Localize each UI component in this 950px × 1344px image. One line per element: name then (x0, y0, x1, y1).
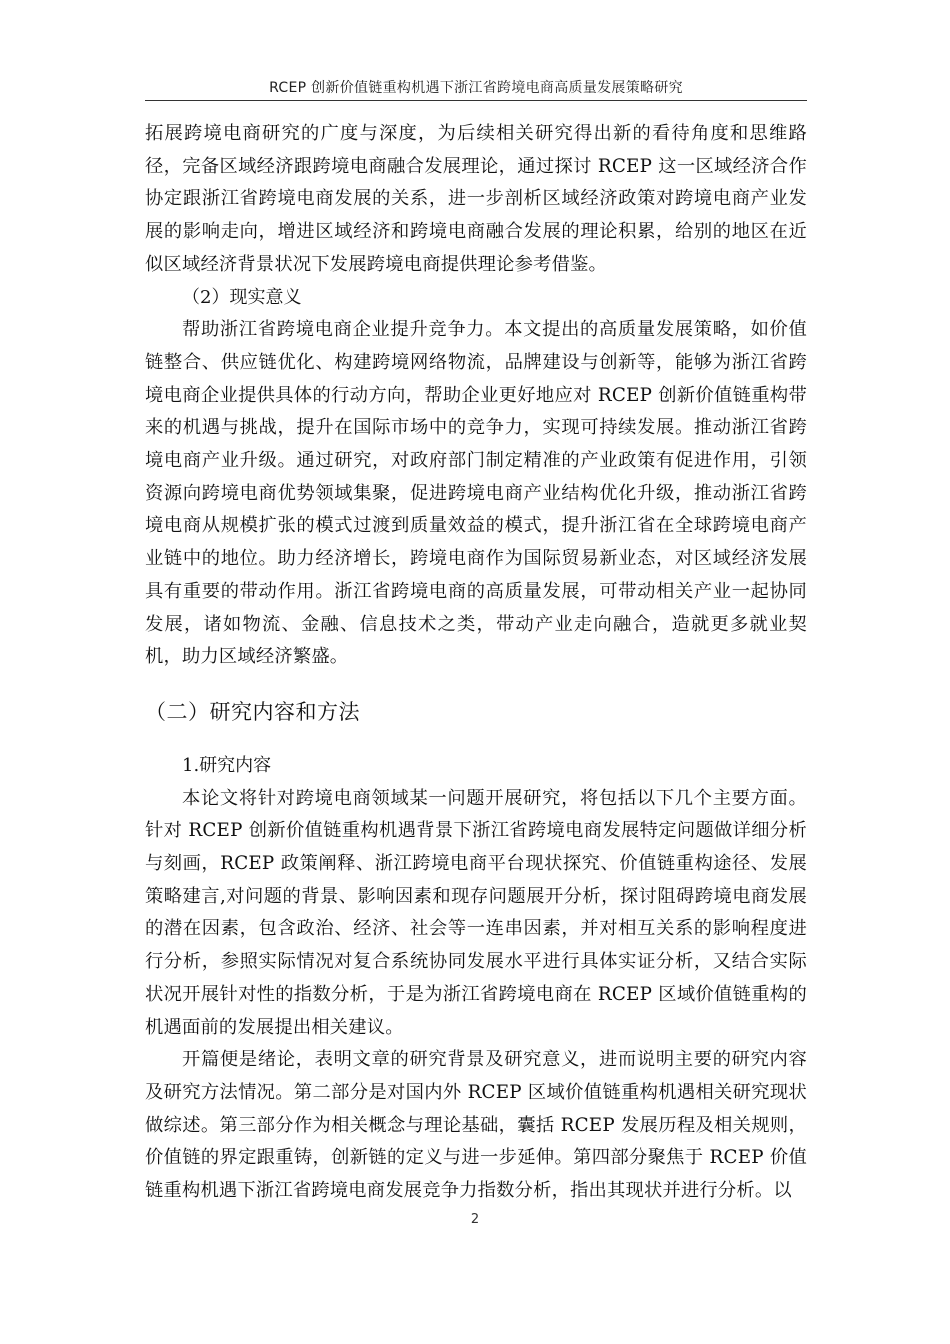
section-heading-research-content-methods: （二）研究内容和方法 (145, 699, 360, 724)
paragraph-research-content: 本论文将针对跨境电商领域某一问题开展研究，将包括以下几个主要方面。针对 RCEP 创新价值链重构机遇背景下浙江省跨境电商发展特定问题做详细分析与刻画，RCEP 政策阐释、浙江跨境电商平台现状探究、价值链重构途径、发展策略建言,对问题的背景、影响因素和现存问题展开分析，探讨阻碍跨境电商发展的潜在因素，包含政治、经济、社会等一连串因素，并对相互关系的影响程度进行分析，参照实际情况对复合系统协同发展水平进行具体实证分析，又结合实际状况开展针对性的指数分析，于是为浙江省跨境电商在 RCEP 区域价值链重构的机遇面前的发展提出相关建议。 (145, 787, 807, 1038)
subheading-research-content: 1.研究内容 (182, 754, 272, 776)
paragraph-structure-overview: 开篇便是绪论，表明文章的研究背景及研究意义，进而说明主要的研究内容及研究方法情况。第二部分是对国内外 RCEP 区域价值链重构机遇相关研究现状做综述。第三部分作为相关概念与理论基础，囊括 RCEP 发展历程及相关规则，价值链的界定跟重铸，创新链的定义与进一步延伸。第四部分聚焦于 RCEP 价值链重构机遇下浙江省跨境电商发展竞争力指数分析，指出其现状并进行分析。以 (145, 1049, 807, 1202)
page-number: 2 (470, 1212, 480, 1227)
paragraph-theoretical-continuation: 拓展跨境电商研究的广度与深度，为后续相关研究得出新的看待角度和思维路径，完备区域经济跟跨境电商融合发展理论，通过探讨 RCEP 这一区域经济合作协定跟浙江省跨境电商发展的关系，进一步剖析区域经济政策对跨境电商产业发展的影响走向，增进区域经济和跨境电商融合发展的理论积累，给别的地区在近似区域经济背景状况下发展跨境电商提供理论参考借鉴。 (145, 123, 807, 275)
header-divider (145, 100, 807, 101)
subheading-practical-significance: （2）现实意义 (182, 286, 302, 308)
running-header-title: RCEP 创新价值链重构机遇下浙江省跨境电商高质量发展策略研究 (269, 80, 683, 96)
document-body (145, 118, 807, 1208)
paragraph-practical-significance: 帮助浙江省跨境电商企业提升竞争力。本文提出的高质量发展策略，如价值链整合、供应链优化、构建跨境网络物流，品牌建设与创新等，能够为浙江省跨境电商企业提供具体的行动方向，帮助企业更好地应对 RCEP 创新价值链重构带来的机遇与挑战，提升在国际市场中的竞争力，实现可持续发展。推动浙江省跨境电商产业升级。通过研究，对政府部门制定精准的产业政策有促进作用，引领资源向跨境电商优势领域集聚，促进跨境电商产业结构优化升级，推动浙江省跨境电商从规模扩张的模式过渡到质量效益的模式，提升浙江省在全球跨境电商产业链中的地位。助力经济增长，跨境电商作为国际贸易新业态，对区域经济发展具有重要的带动作用。浙江省跨境电商的高质量发展，可带动相关产业一起协同发展，诸如物流、金融、信息技术之类，带动产业走向融合，造就更多就业契机，助力区域经济繁盛。 (145, 319, 807, 668)
